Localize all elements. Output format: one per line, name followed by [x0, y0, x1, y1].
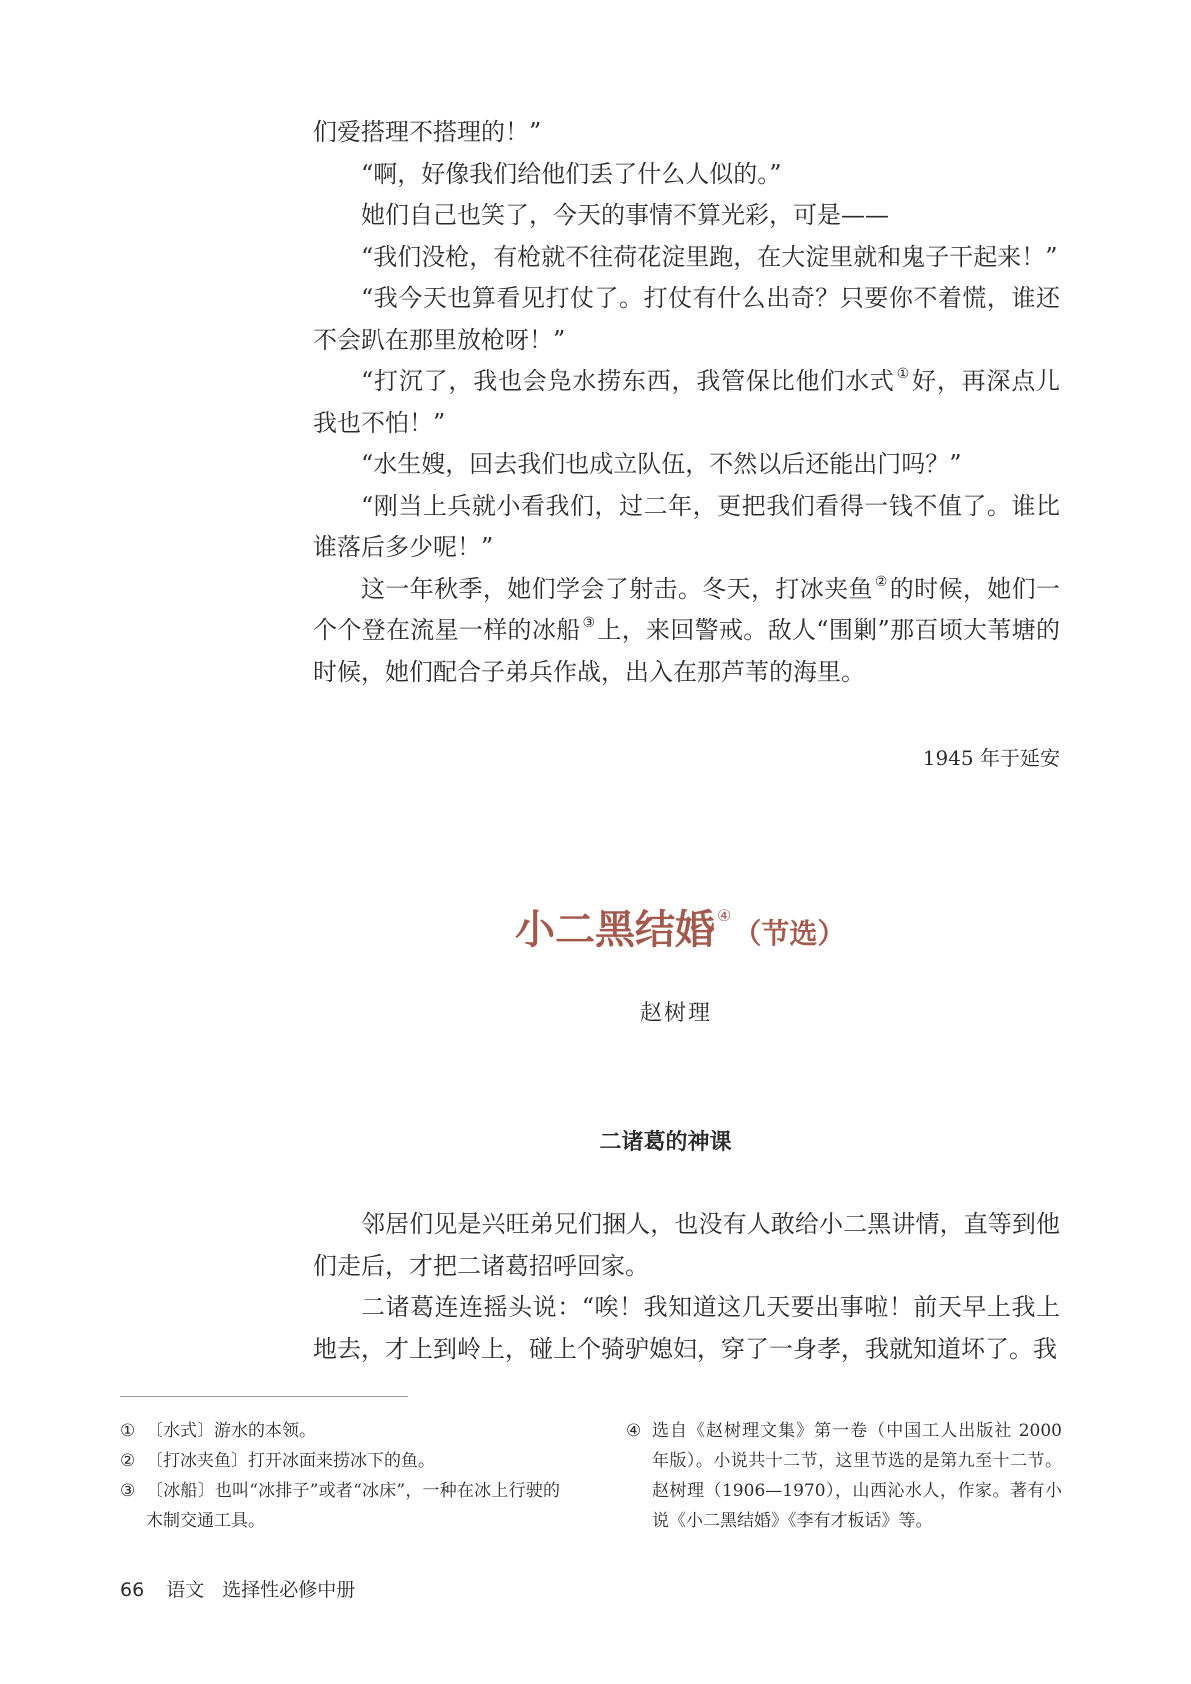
footnote-text: 〔冰船〕也叫“冰排子”或者“冰床”，一种在冰上行驶的木制交通工具。 [146, 1481, 560, 1531]
volume-title: 选择性必修中册 [222, 1579, 356, 1601]
footnote-text: 〔打冰夹鱼〕打开冰面来捞冰下的鱼。 [146, 1451, 435, 1471]
paragraph-text: 上，来回警戒。敌人“围剿”那百顷大苇塘的时候，她们配合子弟兵作战，出入在那芦苇的海里。 [313, 616, 1060, 686]
footnote-number: ① [120, 1421, 136, 1441]
page-footer [120, 1575, 355, 1602]
paragraph: 们爱搭理不搭理的！” [313, 118, 542, 146]
paragraph [313, 569, 1060, 694]
paragraph-text: “打沉了，我也会凫水捞东西，我管保比他们水式 [361, 367, 895, 395]
footnote-item [120, 1476, 560, 1536]
footnotes-right [626, 1416, 1062, 1536]
title-suffix: （节选） [733, 917, 846, 950]
title-footnote-marker[interactable]: ④ [717, 906, 732, 925]
paragraph-text: 好，再深点儿我也不怕！” [313, 367, 1060, 437]
paragraph-text: 的时候，她们一个个登在流星一样的冰船 [313, 574, 1061, 644]
paragraph-text: 这一年秋季，她们学会了射击。冬天，打冰夹鱼 [361, 574, 873, 603]
article-title [515, 898, 845, 955]
footnote-item [626, 1416, 1062, 1536]
paragraph: “啊，好像我们给他们丢了什么人似的。” [361, 159, 782, 188]
footnote-marker[interactable]: ① [896, 366, 911, 382]
author-name: 赵树理 [640, 1001, 713, 1026]
title-text: 小二黑结婚 [515, 906, 715, 953]
dateline: 1945 年于延安 [922, 746, 1060, 770]
footnote-marker[interactable]: ③ [582, 615, 596, 631]
story-continuation [313, 112, 1060, 693]
paragraph: “我今天也算看见打仗了。打仗有什么出奇？只要你不着慌，谁还不会趴在那里放枪呀！” [313, 284, 1060, 354]
footnote-item [120, 1416, 560, 1446]
section-title: 二诸葛的神课 [599, 1130, 732, 1155]
paragraph: “刚当上兵就小看我们，过二年，更把我们看得一钱不值了。谁比谁落后多少呢！” [313, 491, 1060, 561]
footnotes-left [120, 1416, 560, 1536]
paragraph: “我们没枪，有枪就不往荷花淀里跑，在大淀里就和鬼子干起来！” [361, 242, 1058, 271]
paragraph [313, 361, 1060, 444]
footnote-marker[interactable]: ② [874, 573, 888, 590]
article-body [313, 1204, 1060, 1370]
footnote-number: ③ [120, 1481, 136, 1501]
paragraph: “水生嫂，回去我们也成立队伍，不然以后还能出门吗？” [361, 450, 962, 478]
footnote-item [120, 1446, 560, 1476]
paragraph: 二诸葛连连摇头说：“唉！我知道这几天要出事啦！前天早上我上地去，才上到岭上，碰上个骑驴媳妇，穿了一身孝，我就知道坏了。我 [313, 1293, 1060, 1363]
footnote-divider [120, 1396, 408, 1397]
book-title: 语文 [166, 1579, 205, 1601]
paragraph: 她们自己也笑了，今天的事情不算光彩，可是—— [361, 201, 889, 229]
footnote-number: ④ [626, 1421, 642, 1441]
paragraph: 邻居们见是兴旺弟兄们捆人，也没有人敢给小二黑讲情，直等到他们走后，才把二诸葛招呼回家。 [313, 1210, 1060, 1280]
footnote-number: ② [120, 1451, 136, 1471]
footnote-text: 〔水式〕游水的本领。 [146, 1421, 316, 1441]
footnote-text: 选自《赵树理文集》第一卷（中国工人出版社 2000 年版）。小说共十二节，这里节选的是第九至十二节。赵树理（1906—1970），山西沁水人，作家。著有小说《小二黑结婚》《李有才板话》等。 [652, 1421, 1062, 1531]
page-number: 66 [120, 1579, 145, 1601]
